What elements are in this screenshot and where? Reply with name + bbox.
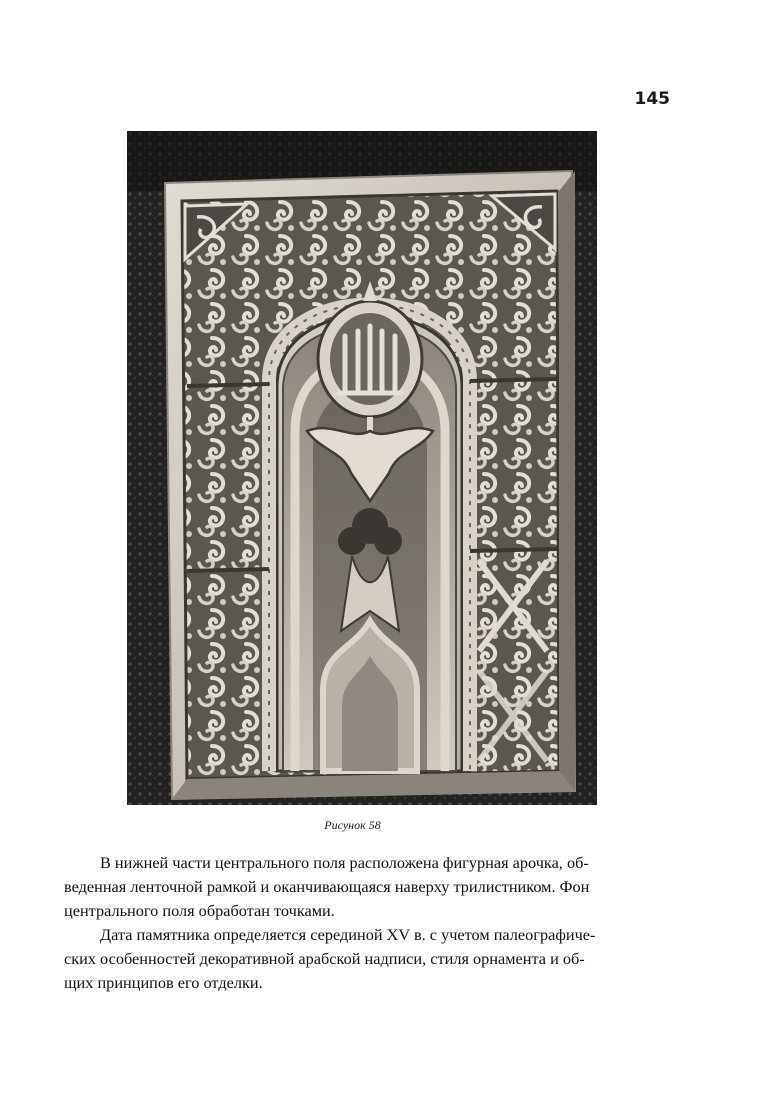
page-number: 145 xyxy=(634,89,670,109)
body-text xyxy=(64,851,660,995)
text-line: Дата памятника определяется серединой XV в. с учетом палеографиче- xyxy=(100,925,596,944)
text-line: веденная ленточной рамкой и оканчивающаяся наверху трилистником. Фон xyxy=(64,877,590,896)
paragraph-2 xyxy=(64,923,660,995)
text-line: В нижней части центрального поля расположена фигурная арочка, об- xyxy=(100,853,589,872)
paragraph-1 xyxy=(64,851,660,923)
text-line: центрального поля обработан точками. xyxy=(64,901,335,920)
stone-relief-photo xyxy=(127,131,597,805)
text-line: щих принципов его отделки. xyxy=(64,973,263,992)
text-line: ских особенностей декоративной арабской надписи, стиля орнамента и об- xyxy=(64,949,585,968)
figure-caption: Рисунок 58 xyxy=(324,818,381,832)
carved-tombstone-image xyxy=(127,131,597,805)
